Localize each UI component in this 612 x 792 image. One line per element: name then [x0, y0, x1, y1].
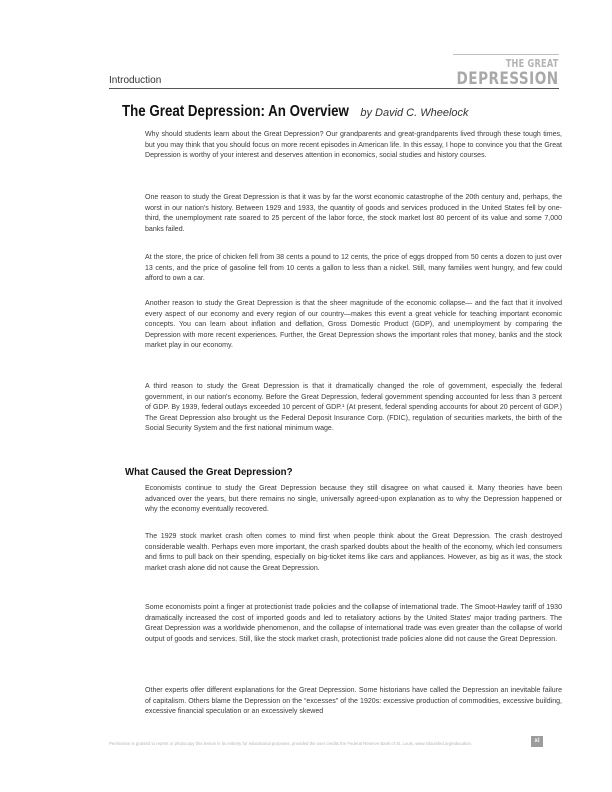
- paragraph: Why should students learn about the Great Depression? Our grandparents and great-grandparents lived through these tough times, but you may think that you should focus on more recent episodes in American life. In this essay, I hope to convince you that the Great Depression is worthy of your interest and deserves attention in economics, social studies and history courses.: [145, 131, 562, 160]
- section-label: Introduction: [109, 75, 162, 86]
- section-heading: What Caused the Great Depression?: [125, 466, 293, 478]
- logo: [431, 59, 559, 88]
- title-main: The Great Depression: An Overview: [122, 103, 349, 120]
- header-divider: [109, 88, 559, 89]
- title-byline: by David C. Wheelock: [360, 107, 469, 119]
- logo-divider: [453, 54, 559, 55]
- paragraph: Some economists point a finger at protectionist trade policies and the collapse of international trade. The Smoot-Hawley tariff of 1930 dramatically increased the cost of imported goods and led to retaliatory actions by the United States' major trading partners. The Great Depression was a worldwide phenomenon, and the collapse of international trade was even greater than the collapse of world output of goods and services. Still, like the stock market crash, protectionist trade policies alone did not cause the Great Depression.: [145, 604, 562, 643]
- paragraph: Another reason to study the Great Depression is that the sheer magnitude of the economic collapse— and the fact that it involved every aspect of our economy and every region of our country—makes this event a great vehicle for teaching important economic concepts. You can learn about inflation and deflation, Gross Domestic Product (GDP), and unemployment by comparing the Depression with more recent experiences. Further, the Great Depression shows the important roles that money, banks and the stock market play in our economy.: [145, 300, 562, 350]
- article-title: [122, 103, 562, 121]
- paragraph: At the store, the price of chicken fell from 38 cents a pound to 12 cents, the price of eggs dropped from 50 cents a dozen to just over 13 cents, and the price of gasoline fell from 10 cents a gallon to less than a nickel. Still, many families went hungry, and few could afford to own a car.: [145, 254, 562, 283]
- paragraph: Economists continue to study the Great Depression because they still disagree on what caused it. Many theories have been advanced over the years, but there remains no single, universally agreed-upon explanation as to why the Depression happened or why the economy eventually recovered.: [145, 485, 562, 514]
- logo-line-2: DEPRESSION: [456, 68, 559, 89]
- paragraph: Other experts offer different explanations for the Great Depression. Some historians have called the Depression an inevitable failure of capitalism. Others blame the Depression on the “excesses” of the 1920s: excessive production of commodities, excessive building, excessive financial speculation or an excessively skewed: [145, 687, 562, 716]
- page-number: xi: [531, 736, 543, 747]
- paragraph: One reason to study the Great Depression is that it was by far the worst economic catastrophe of the 20th century and, perhaps, the worst in our nation's history. Between 1929 and 1933, the quantity of goods and services produced in the United States fell by one-third, the unemployment rate soared to 25 percent of the labor force, the stock market lost 80 percent of its value and some 7,000 banks failed.: [145, 194, 562, 233]
- logo-line-1: THE GREAT: [506, 58, 559, 70]
- paragraph: A third reason to study the Great Depression is that it dramatically changed the role of government, especially the federal government, in our nation's economy. Before the Great Depression, federal government spending accounted for less than 3 percent of GDP. By 1939, federal outlays exceeded 10 percent of GDP.¹ (At present, federal spending accounts for about 20 percent of GDP.) The Great Depression also brought us the Federal Deposit Insurance Corp. (FDIC), regulation of securities markets, the birth of the Social Security System and the first national minimum wage.: [145, 383, 562, 433]
- paragraph: The 1929 stock market crash often comes to mind first when people think about the Great Depression. The crash destroyed considerable wealth. Perhaps even more important, the crash sparked doubts about the health of the economy, which led consumers and firms to pull back on their spending, especially on big-ticket items like cars and appliances. However, as big as it was, the stock market crash alone did not cause the Great Depression.: [145, 533, 562, 572]
- footer-permission: Permission is granted to reprint or photocopy this lesson in its entirety for educational purposes, provided the user credits the Federal Reserve Bank of St. Louis, www.stlouisfed.org/education.: [109, 741, 473, 746]
